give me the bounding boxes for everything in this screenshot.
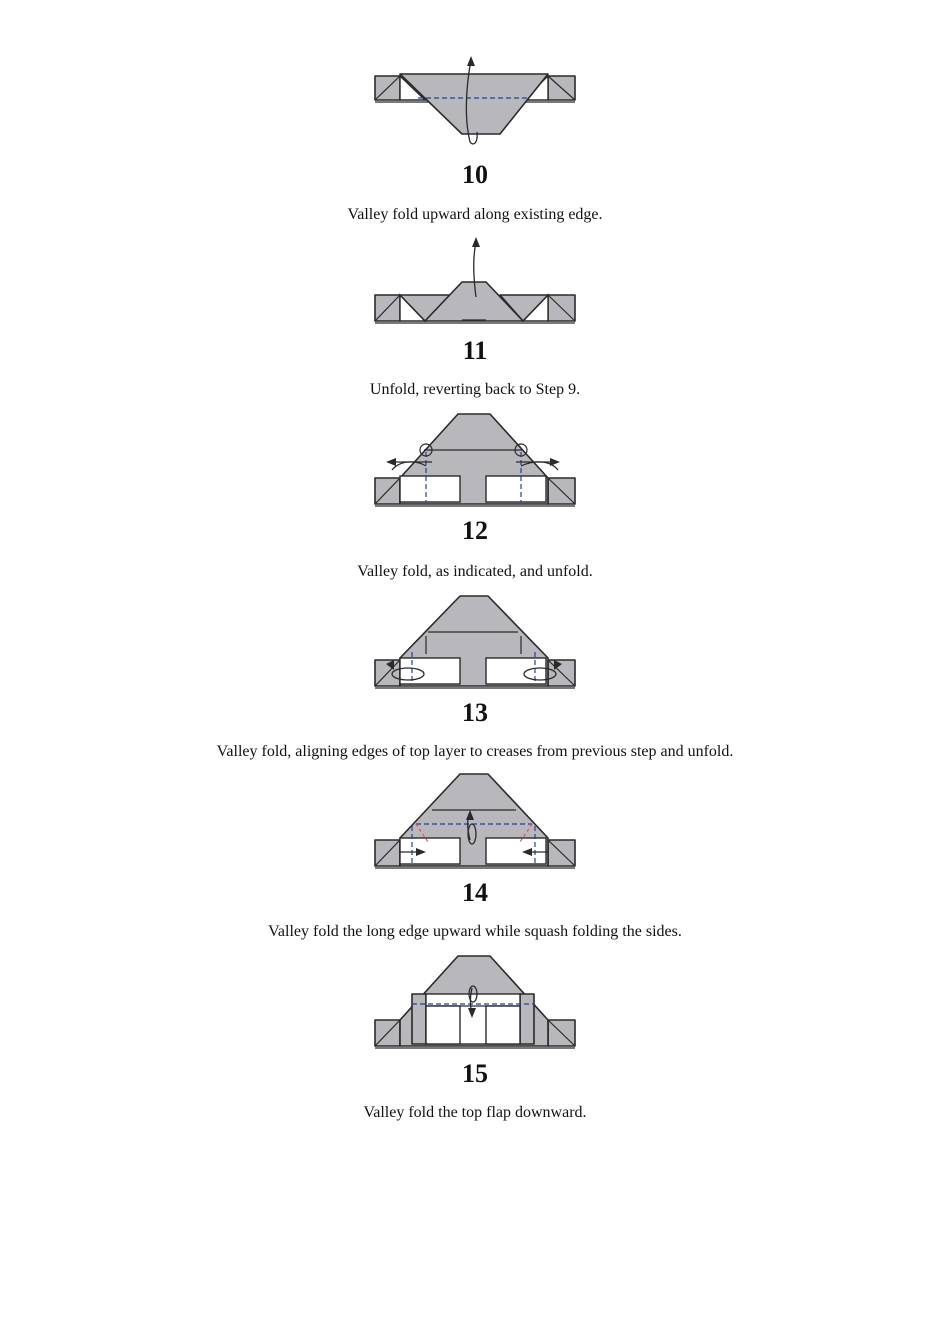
step-11-caption: Unfold, reverting back to Step 9. [369, 381, 581, 398]
step-15-caption: Valley fold the top flap downward. [363, 1104, 587, 1121]
step-15-diagram [370, 952, 580, 1050]
step-14-number: 14 [462, 878, 488, 907]
step-14-diagram [370, 772, 580, 870]
step-11-number: 11 [462, 336, 488, 365]
step-12-caption: Valley fold, as indicated, and unfold. [357, 563, 593, 580]
step-10-caption: Valley fold upward along existing edge. [347, 206, 603, 223]
step-13-diagram [370, 592, 580, 690]
step-12-diagram [370, 410, 580, 508]
step-14-caption: Valley fold the long edge upward while squash folding the sides. [268, 923, 682, 940]
step-10-number: 10 [462, 160, 488, 189]
step-13-caption: Valley fold, aligning edges of top layer to creases from previous step and unfold. [216, 743, 734, 760]
step-10-diagram [370, 52, 580, 152]
step-12-number: 12 [462, 516, 488, 545]
step-15-number: 15 [462, 1059, 488, 1088]
step-11-diagram [370, 235, 580, 327]
step-13-number: 13 [462, 698, 488, 727]
